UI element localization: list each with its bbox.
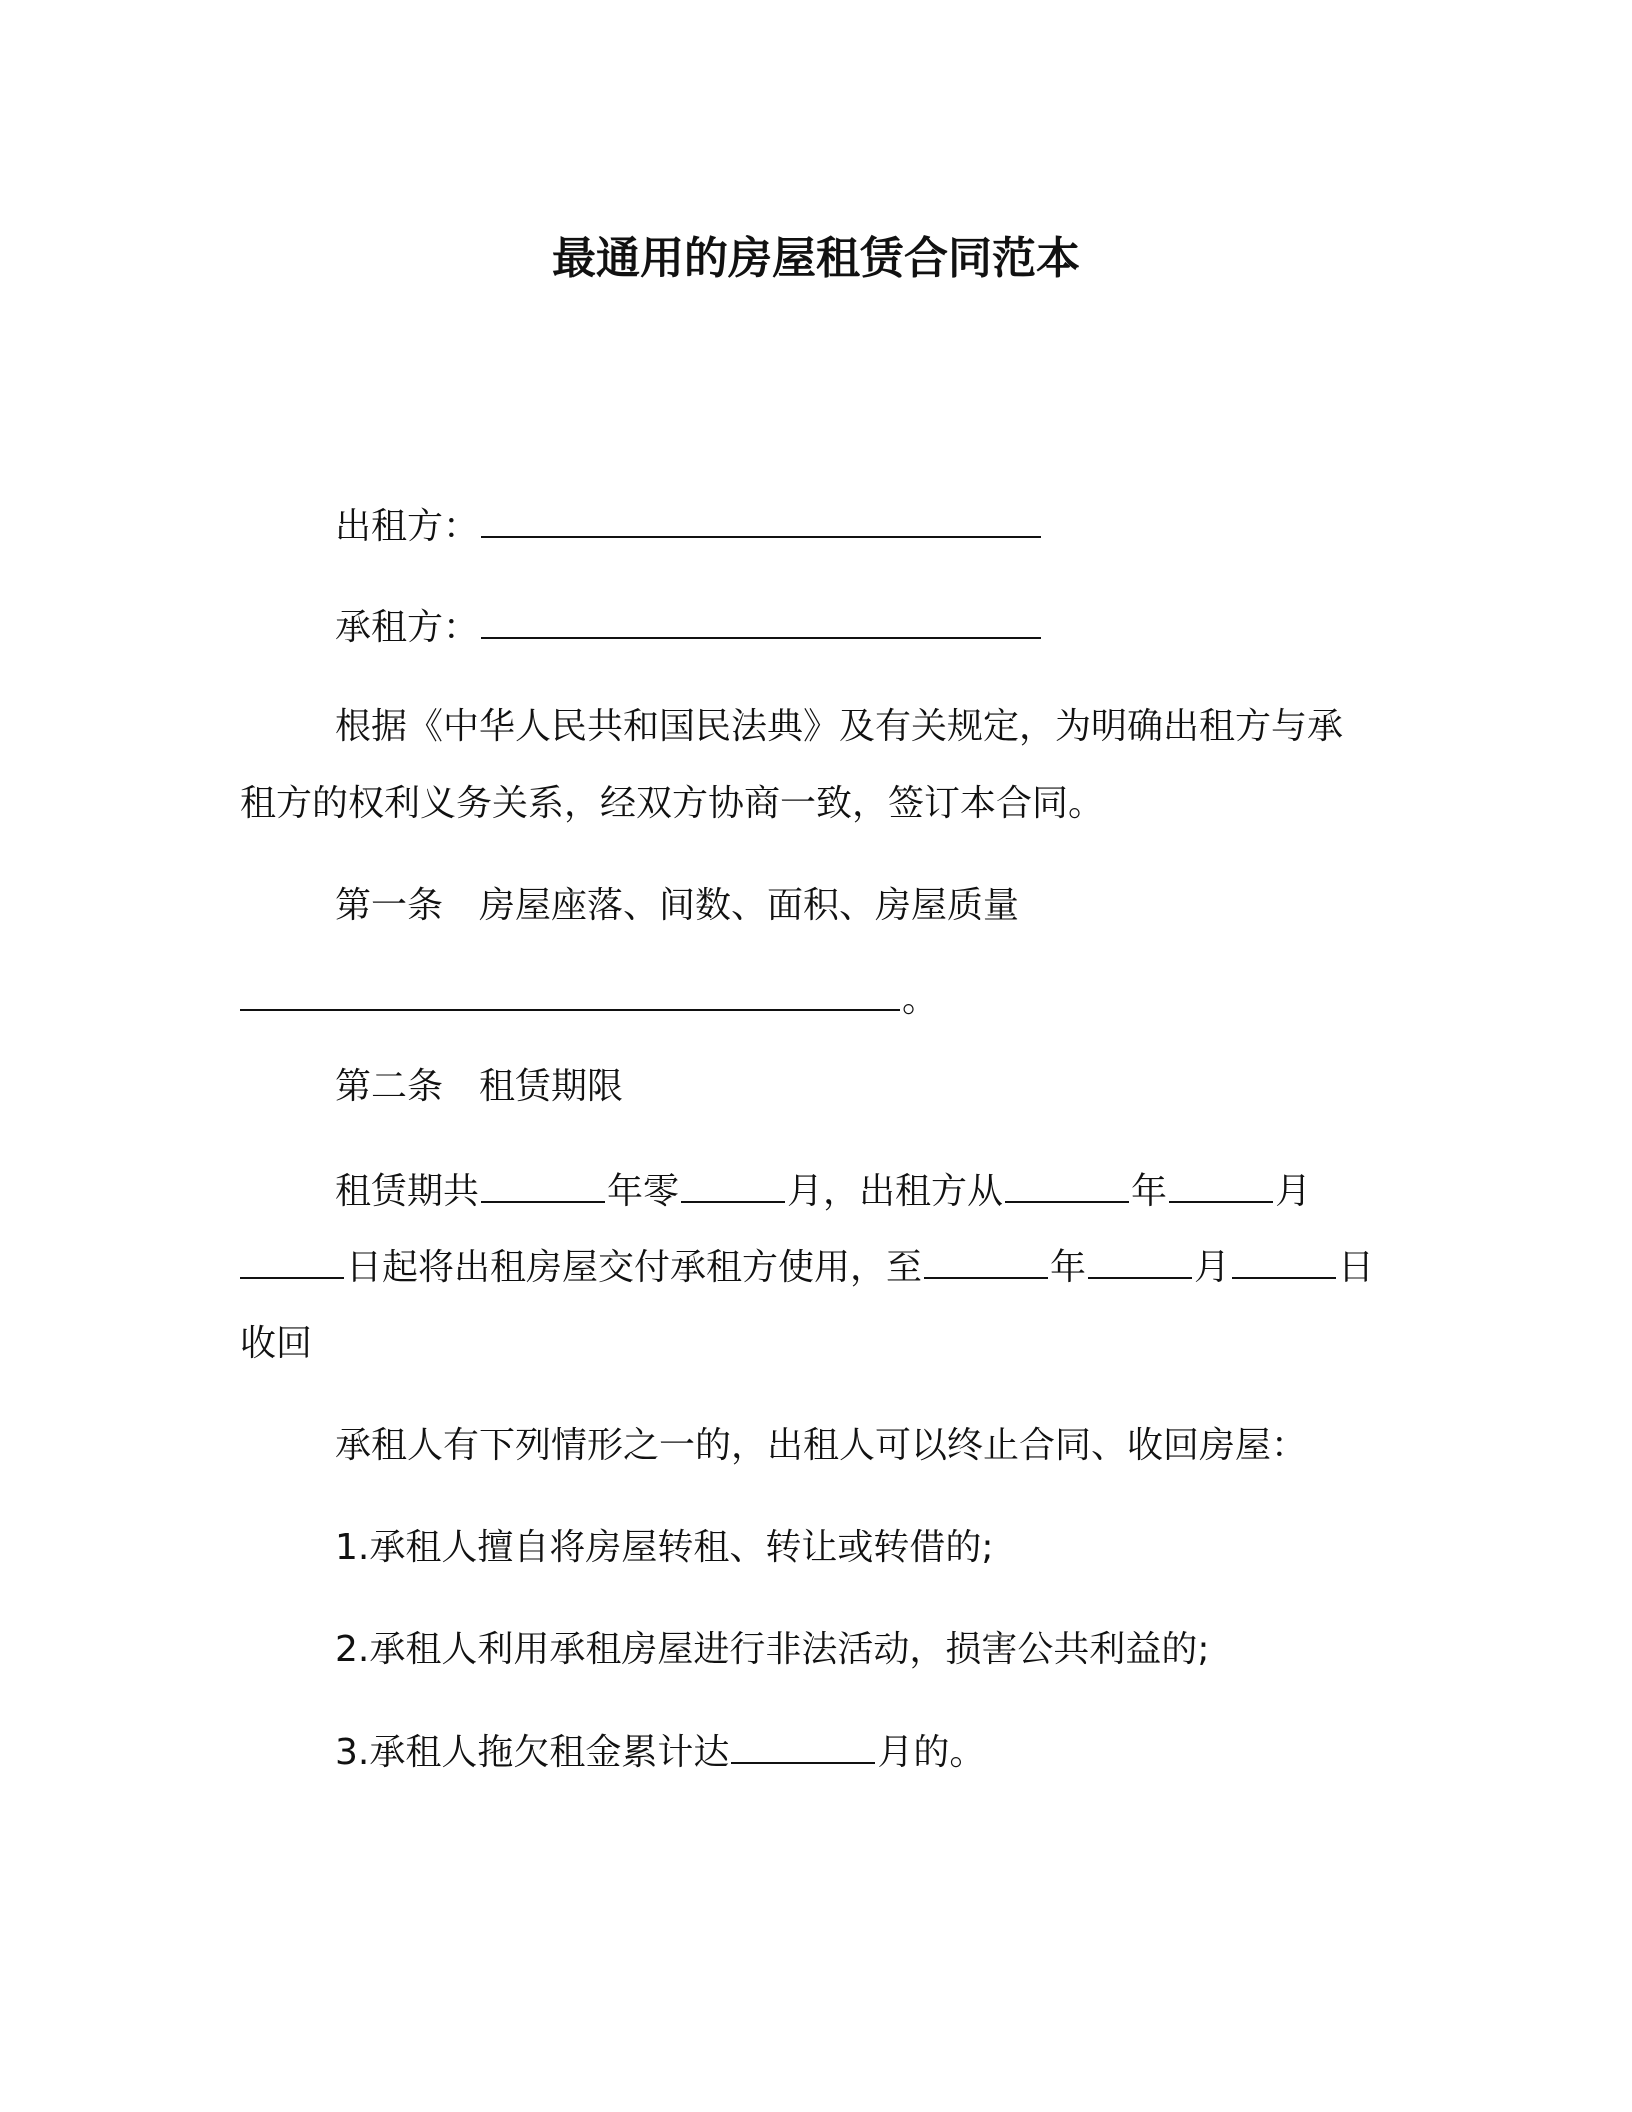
article1-end: 。	[902, 979, 939, 1020]
lessor-label: 出租方：	[335, 506, 480, 547]
clause-1: 1.承租人擅自将房屋转租、转让或转借的;	[335, 1527, 994, 1568]
term-text-8: 月	[1194, 1247, 1231, 1288]
end-month-blank[interactable]	[1088, 1243, 1192, 1279]
article2-heading: 第二条 租赁期限	[335, 1066, 624, 1107]
article1-blank-line	[240, 975, 938, 1024]
arrears-months-blank[interactable]	[731, 1728, 875, 1764]
term-line-3: 收回	[240, 1323, 313, 1364]
term-text-4: 年	[1131, 1171, 1168, 1212]
lessee-line	[335, 603, 1043, 652]
article1-blank[interactable]	[240, 975, 900, 1011]
lessee-blank[interactable]	[481, 603, 1041, 639]
term-text-1: 租赁期共	[335, 1171, 480, 1212]
end-day-blank[interactable]	[1232, 1243, 1336, 1279]
clause-3-text-2: 月的。	[877, 1732, 986, 1773]
lessor-line	[335, 502, 1043, 551]
term-text-7: 年	[1050, 1247, 1087, 1288]
term-line-1	[335, 1167, 1311, 1216]
term-text-5: 月	[1275, 1171, 1312, 1212]
end-year-blank[interactable]	[924, 1243, 1048, 1279]
preamble-line-1: 根据《中华人民共和国民法典》及有关规定，为明确出租方与承	[335, 706, 1344, 747]
term-line-2	[240, 1243, 1374, 1292]
clause-3-text-1: 3.承租人拖欠租金累计达	[335, 1732, 730, 1773]
term-text-9: 日	[1338, 1247, 1375, 1288]
preamble-line-2: 租方的权利义务关系，经双方协商一致，签订本合同。	[240, 783, 1105, 824]
document-title: 最通用的房屋租赁合同范本	[552, 233, 1080, 284]
clause-2: 2.承租人利用承租房屋进行非法活动，损害公共利益的;	[335, 1629, 1210, 1670]
lessor-blank[interactable]	[481, 502, 1041, 538]
start-day-blank[interactable]	[240, 1243, 344, 1279]
term-text-2: 年零	[607, 1171, 680, 1212]
termination-intro: 承租人有下列情形之一的，出租人可以终止合同、收回房屋：	[335, 1425, 1308, 1466]
term-text-6: 日起将出租房屋交付承租方使用，至	[346, 1247, 923, 1288]
article1-heading: 第一条 房屋座落、间数、面积、房屋质量	[335, 885, 1020, 926]
term-months-blank[interactable]	[681, 1167, 785, 1203]
term-years-blank[interactable]	[481, 1167, 605, 1203]
lessee-label: 承租方：	[335, 607, 480, 648]
start-year-blank[interactable]	[1005, 1167, 1129, 1203]
clause-3	[335, 1728, 985, 1777]
start-month-blank[interactable]	[1169, 1167, 1273, 1203]
term-text-3: 月，出租方从	[787, 1171, 1004, 1212]
